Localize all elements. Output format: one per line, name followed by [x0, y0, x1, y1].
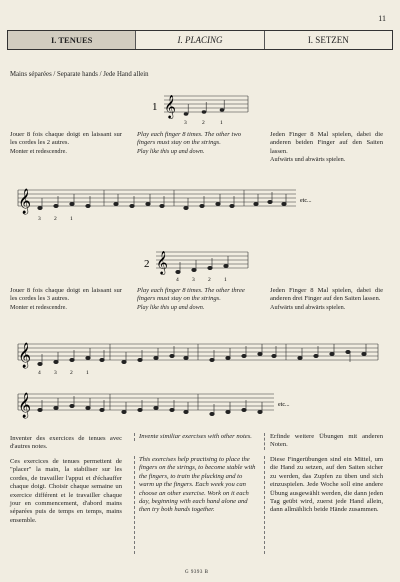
header-german: I. SETZEN — [264, 31, 392, 49]
treble-clef-icon: 𝄞 — [18, 188, 32, 213]
exercise-2-text-en — [137, 287, 255, 312]
exercise-1-staff-notes — [38, 192, 287, 210]
exercise-1-staff — [12, 180, 388, 226]
treble-clef-icon: 𝄞 — [18, 342, 32, 367]
explanation-text-de: Diese Fingerübungen sind ein Mittel, um die Hand zu setzen, auf den Saiten sicher zu werden, das Zupfen zu üben und sich einzuspielen. Jede Woche soll eine andere Übung ausgewählt werden, die dann jeden Tag geübt wird, zuerst jede Hand allein, dann allmählich beide Hände zusammen. — [264, 456, 383, 554]
exercise-2-notes — [176, 256, 229, 274]
page-number: 11 — [378, 14, 386, 23]
fingering-digit: 3 — [54, 370, 57, 376]
exercise-2-staff-notes — [38, 344, 367, 416]
exercise-1-instruction-de: Jeden Finger 8 Mal spielen, dabei die anderen beiden Finger auf den Saiten lassen. — [270, 131, 383, 155]
exercise-2-staves — [12, 336, 388, 428]
exercise-2-instruction-en: Play each finger 8 times. The other three fingers must stay on the strings. — [137, 287, 245, 303]
exercise-2-direction-en: Play like this up and down. — [137, 303, 205, 311]
fingering-digit: 1 — [86, 370, 89, 376]
exercise-1-text-fr — [10, 131, 122, 156]
exercise-1-instruction-en: Play each finger 8 times. The other two fingers must stay on the strings. — [137, 131, 242, 147]
fingering-digit: 2 — [208, 277, 211, 282]
fingering-digit: 4 — [38, 370, 41, 376]
treble-clef-icon: 𝄞 — [156, 252, 168, 274]
exercise-1-text-de — [270, 131, 383, 165]
fingering-digit: 1 — [220, 120, 223, 126]
exercise-1-text-en — [137, 131, 255, 156]
catalog-footer: G 9393 B — [185, 570, 209, 575]
exercise-1-small-staff — [150, 90, 250, 126]
section-header — [7, 30, 393, 50]
treble-clef-icon: 𝄞 — [164, 96, 176, 118]
exercise-1-direction-en: Play like this up and down. — [137, 147, 205, 155]
treble-clef-icon: 𝄞 — [18, 392, 32, 417]
fingering-digit: 2 — [202, 120, 205, 126]
fingering-digit: 1 — [224, 277, 227, 282]
explanation-text-en: This exercises help practising to place the fingers on the strings, to become stable with the fingers, to train the plucking and to warm up the fingers. Each week you can choose an other exercise. Work on it each day, beginning with each hand alone and then try both hands together. — [134, 456, 257, 554]
exercise-2-text-de — [270, 287, 383, 312]
fingering-digit: 2 — [70, 370, 73, 376]
fingering-digit: 3 — [38, 216, 41, 222]
exercise-2-instruction-fr: Jouer 8 fois chaque doigt en laissant sur les cordes les 3 autres. — [10, 287, 122, 303]
fingering-digit: 2 — [54, 216, 57, 222]
exercise-2-small-staff — [144, 246, 250, 282]
invent-text-en: Invente similiar exercises with other notes. — [134, 433, 257, 441]
fingering-digit: 4 — [176, 277, 179, 282]
exercise-2-instruction-de: Jeden Finger 8 Mal spielen, dabei die anderen drei Finger auf den Saiten lassen. — [270, 287, 383, 303]
header-french: I. TENUES — [8, 31, 135, 49]
header-english: I. PLACING — [135, 31, 263, 49]
exercise-2-direction-fr: Monter et redescendre. — [10, 303, 67, 311]
invent-text-fr: Inventer des exercices de tenues avec d'autres notes. — [10, 435, 122, 451]
etc-label: etc... — [300, 198, 312, 204]
exercise-1-instruction-fr: Jouer 8 fois chaque doigt en laissant sur les cordes les 2 autres. — [10, 131, 122, 147]
exercise-1-direction-fr: Monter et redescendre. — [10, 147, 67, 155]
etc-label: etc... — [278, 402, 290, 408]
fingering-digit: 3 — [184, 120, 187, 126]
exercise-2-direction-de: Aufwärts und abwärts spielen. — [270, 303, 346, 311]
exercise-1-direction-de: Aufwärts und abwärts spielen. — [270, 156, 346, 164]
invent-text-de: Erfinde weitere Übungen mit anderen Noten. — [264, 433, 383, 450]
exercise-1-number: 1 — [152, 101, 158, 113]
exercise-2-text-fr — [10, 287, 122, 312]
explanation-text-fr: Ces exercices de tenues permettent de "placer" la main, la stabiliser sur les cordes, de travailler l'appui et d'échauffer chaque doigt. Choisir chaque semaine un exercice différent et le travailler chaque jour en commencement, d'abord mains séparées puis de temps en temps, mains ensemble. — [10, 458, 122, 524]
fingering-digit: 3 — [192, 277, 195, 282]
exercise-2-number: 2 — [144, 258, 150, 270]
fingering-digit: 1 — [70, 216, 73, 222]
hands-subtitle: Mains séparées / Separate hands / Jede Hand allein — [10, 71, 149, 78]
